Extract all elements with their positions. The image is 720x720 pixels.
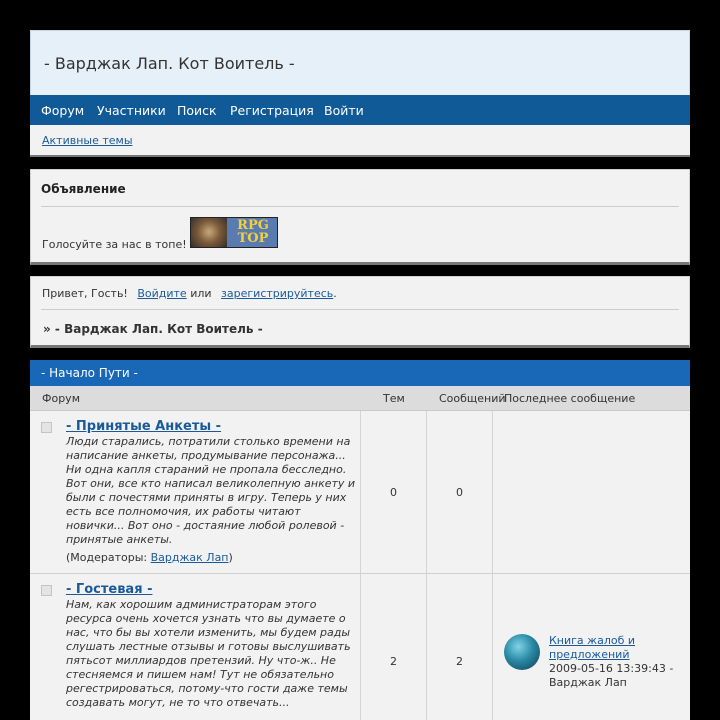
divider (41, 309, 679, 310)
category-header (30, 360, 690, 386)
banner-face-image (191, 218, 227, 248)
col-last-post: Последнее сообщение (504, 392, 636, 405)
breadcrumb: » - Варджак Лап. Кот Воитель - (43, 322, 263, 336)
register-link[interactable]: зарегистрируйтесь (221, 287, 334, 300)
col-topics: Тем (383, 392, 405, 405)
forum-row (30, 411, 690, 574)
greeting-line (42, 287, 337, 300)
column-headers (30, 386, 690, 411)
greeting-panel (30, 276, 690, 348)
main-nav (30, 95, 690, 125)
mods-prefix: (Модераторы: (66, 551, 151, 564)
forum-row (30, 574, 690, 720)
posts-cell (427, 411, 493, 573)
forum-status-icon (41, 422, 52, 433)
site-title: - Варджак Лап. Кот Воитель - (44, 54, 295, 73)
last-post-meta: 2009-05-16 13:39:43 - Варджак Лап (549, 662, 674, 689)
banner-text: RPG TOP (237, 218, 269, 246)
moderators (66, 551, 233, 564)
col-posts: Сообщений (439, 392, 506, 405)
divider (41, 206, 679, 207)
posts-count: 0 (456, 486, 463, 499)
announcement-text: Голосуйте за нас в топе! (42, 238, 187, 251)
last-topic-link[interactable]: Книга жалоб и предложений (549, 634, 636, 661)
forum-description: Люди старались, потратили столько времени на написание анкеты, продумывание персонажа... Ни одна капля стараний не пропала бесследно. Вот они, все кто написал великолепную анкету и были с почестями приняты в игру. Теперь у них есть все полномочия, их работы читают новички... Вот оно - достаяние любой ролевой - принятые анкеты. (66, 435, 356, 546)
nav-register[interactable]: Регистрация (230, 103, 314, 118)
topics-cell (361, 411, 427, 573)
greeting-text: Привет, Гость! (42, 287, 128, 300)
announcement-panel (30, 169, 690, 265)
forum-title-link[interactable]: - Гостевая - (66, 582, 153, 597)
nav-forum[interactable]: Форум (41, 103, 85, 118)
forum-category (30, 360, 690, 720)
login-link[interactable]: Войдите (137, 287, 187, 300)
topics-count: 0 (390, 486, 397, 499)
rpg-top-banner[interactable] (190, 217, 278, 248)
posts-cell (427, 574, 493, 720)
category-title: - Начало Пути - (41, 366, 138, 380)
site-header (30, 30, 690, 96)
forum-title-link[interactable]: - Принятые Анкеты - (66, 419, 222, 434)
posts-count: 2 (456, 655, 463, 668)
moderator-link[interactable]: Варджак Лап (150, 551, 229, 564)
col-forum: Форум (42, 392, 80, 405)
forum-status-icon (41, 585, 52, 596)
announcement-title: Объявление (41, 182, 126, 196)
sub-nav (30, 125, 690, 157)
greeting-or: или (190, 287, 212, 300)
active-topics-link[interactable]: Активные темы (42, 134, 133, 147)
user-avatar[interactable] (504, 634, 540, 670)
forum-cell (30, 574, 361, 720)
mods-suffix: ) (228, 551, 233, 564)
topics-cell (361, 574, 427, 720)
forum-cell (30, 411, 361, 573)
nav-search[interactable]: Поиск (177, 103, 217, 118)
topics-count: 2 (390, 655, 397, 668)
nav-login[interactable]: Войти (324, 103, 364, 118)
last-post-cell (493, 574, 690, 720)
last-post-cell (493, 411, 690, 573)
greeting-dot: . (333, 287, 337, 300)
forum-description: Нам, как хорошим администраторам этого ресурса очень хочется узнать что вы думаете о нас, что бы вы хотели изменить, мы будем рады слушать лестные отзывы и готовы выслушивать пятьсот миллиардов претензий. Ну что-ж.. Не стесняемся и пишем нам! Тут не обязательно регестрироваться, потому-что гости даже темы создавать могут, не то что отвечать... (66, 598, 351, 709)
nav-users[interactable]: Участники (97, 103, 166, 118)
